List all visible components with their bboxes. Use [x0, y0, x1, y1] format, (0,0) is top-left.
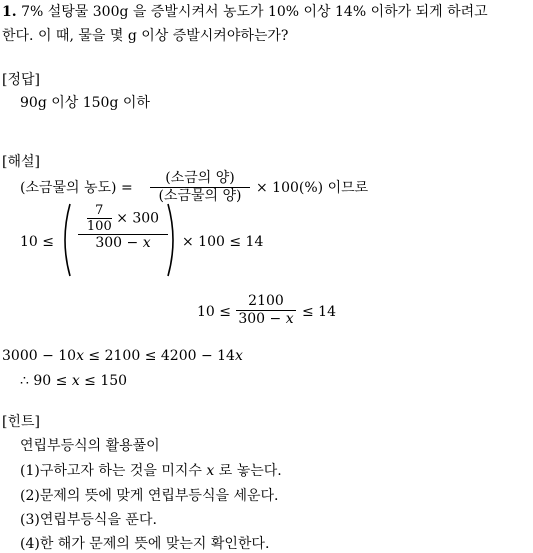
- conclusion-part-b: ≤ 150: [79, 373, 128, 389]
- solution-heading: [해설]: [2, 154, 40, 170]
- ineq2-denominator: [236, 312, 296, 327]
- small-fraction: [87, 204, 112, 233]
- hint-step-1: [20, 464, 282, 478]
- conclusion-line: [20, 374, 127, 388]
- conclusion-part-a: ∴ 90 ≤: [20, 373, 72, 389]
- inner-fraction: [78, 204, 168, 251]
- fraction-numerator: (소금의 양): [165, 170, 235, 186]
- answer-text: 90g 이상 150g 이하: [20, 95, 150, 111]
- ineq2-fraction: [236, 294, 296, 326]
- hint-heading: [힌트]: [2, 414, 40, 430]
- inner-fraction-numerator: [78, 204, 168, 233]
- right-parenthesis: [166, 202, 180, 278]
- answer-heading: [정답]: [2, 72, 40, 88]
- ineq2-den-text: 300 −: [238, 310, 282, 327]
- ineq2-right: ≤ 14: [302, 304, 336, 320]
- problem-statement-line1: [2, 5, 488, 19]
- variable-x: x: [206, 463, 215, 479]
- inner-fraction-denominator: [78, 236, 168, 251]
- problem-text-line1: 7% 설탕물 300g 을 증발시켜서 농도가 10% 이상 14% 이하가 되게 하려고: [21, 4, 488, 20]
- variable-x: x: [142, 235, 151, 251]
- formula-rhs: × 100(%) 이므로: [256, 180, 369, 196]
- hint-title: 연립부등식의 활용풀이: [20, 438, 160, 454]
- ineq3-part-b: ≤ 2100 ≤ 4200 − 14: [83, 348, 235, 364]
- concentration-fraction: [150, 171, 250, 203]
- variable-x: x: [234, 348, 243, 364]
- hint-step-3: (3)연립부등식을 푼다.: [20, 512, 157, 528]
- ineq2-left: 10 ≤: [197, 304, 231, 320]
- small-fraction-top: 7: [95, 203, 104, 218]
- variable-x: x: [76, 348, 84, 364]
- left-parenthesis: [58, 202, 72, 278]
- inner-den-text: 300 −: [95, 235, 139, 251]
- ineq2-numerator: 2100: [248, 293, 284, 309]
- ineq3-part-a: 3000 − 10: [2, 348, 77, 364]
- variable-x: x: [285, 310, 294, 327]
- variable-x: x: [71, 373, 80, 389]
- hint-step-4: (4)한 해가 문제의 뜻에 맞는지 확인한다.: [20, 536, 270, 552]
- hint-step-1-part-a: (1)구하고자 하는 것을 미지수: [20, 463, 207, 479]
- problem-number: 1.: [2, 4, 17, 20]
- formula-lhs: (소금물의 농도) =: [20, 180, 133, 196]
- hint-step-2: (2)문제의 뜻에 맞게 연립부등식을 세운다.: [20, 488, 279, 504]
- small-fraction-bottom: 100: [86, 219, 112, 234]
- ineq1-right: × 100 ≤ 14: [182, 234, 264, 250]
- inner-numerator-times: × 300: [116, 210, 160, 227]
- problem-text-line2: 한다. 이 때, 물을 몇 g 이상 증발시켜야하는가?: [2, 28, 289, 44]
- ineq1-left: 10 ≤: [20, 234, 54, 250]
- hint-step-1-part-b: 로 놓는다.: [214, 463, 282, 479]
- inequality-3: [2, 349, 243, 363]
- fraction-denominator: (소금물의 양): [158, 187, 242, 204]
